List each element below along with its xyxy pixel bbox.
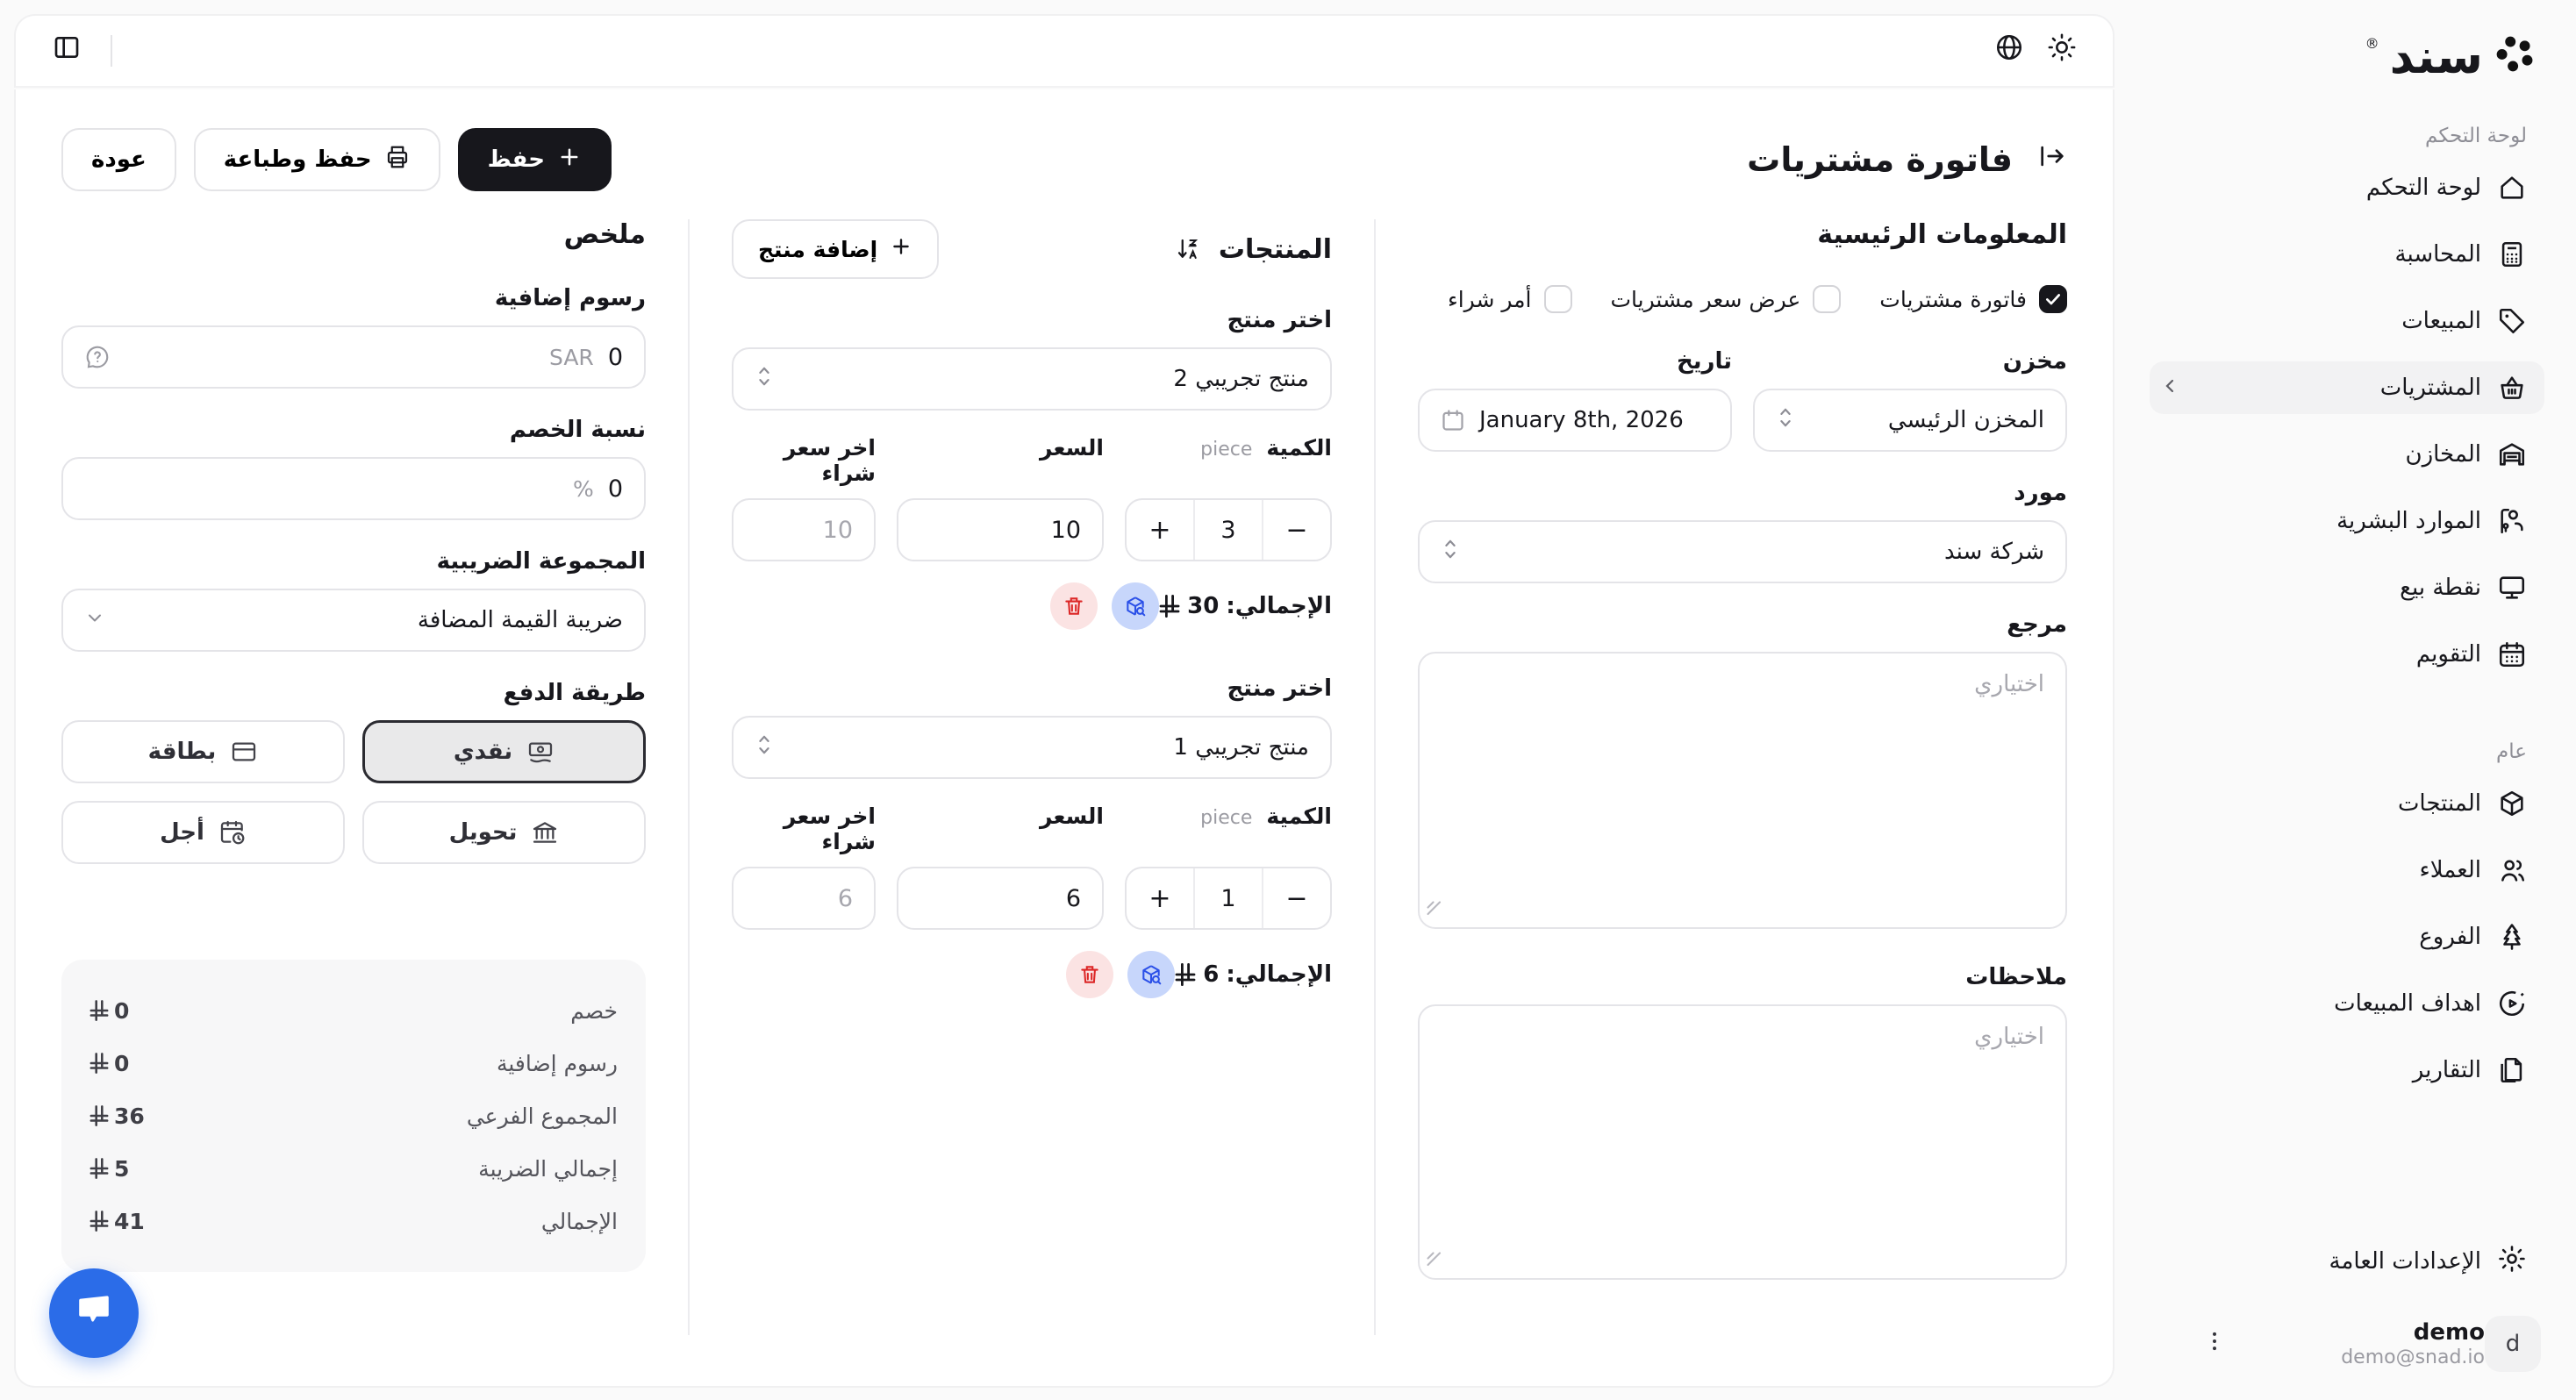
saudi-riyal-icon [1175,962,1196,987]
calendar-clock-icon [218,818,247,846]
qty-label: الكمية [1266,435,1332,461]
sidebar-item-label: المحاسبة [2394,241,2481,268]
product-name: منتج تجريبي 2 [1173,366,1309,392]
sidebar-item-label: العملاء [2419,857,2481,883]
report-doc-icon [2497,1055,2527,1085]
saudi-riyal-icon [89,1104,109,1127]
price-input[interactable] [897,867,1104,930]
warehouse-icon [2497,439,2527,469]
checkbox-checked-icon[interactable] [2039,285,2067,313]
price-input[interactable] [897,498,1104,561]
sidebar-item-sales[interactable] [2150,295,2544,347]
printer-icon [384,144,411,176]
invoice-type-checkboxes [1418,285,2067,313]
chevrons-updown-icon [1441,538,1460,567]
payment-label: أجل [160,819,204,846]
tax-group-label: المجموعة الضريبية [436,548,646,575]
page-header [61,128,2067,191]
warehouse-label: مخزن [2002,348,2067,375]
qty-increase-button[interactable] [1127,500,1193,560]
nav-section-label: لوحة التحكم [2425,125,2527,147]
total-row-extra-fees [89,1037,618,1089]
monitor-icon [2497,573,2527,603]
supplier-label: مورد [2014,480,2067,506]
sidebar [2129,0,2576,1400]
user-name: demo [2413,1318,2485,1346]
date-picker-field[interactable] [1418,389,1732,452]
reference-label: مرجع [2007,611,2067,638]
checkbox-label: أمر شراء [1447,286,1532,312]
user-email: demo@snad.io [2341,1346,2485,1369]
warehouse-value: المخزن الرئيسي [1887,407,2044,433]
logo-registered-mark: ® [2365,34,2379,52]
payment-label: تحويل [448,819,518,846]
last-price-value: 10 [822,516,853,544]
price-value: 10 [1050,516,1081,544]
totals-card [61,960,646,1272]
sidebar-item-label: المشتريات [2379,375,2481,401]
checkbox-purchase-order[interactable] [1448,285,1572,313]
theme-toggle-button[interactable] [2036,25,2088,77]
save-print-label: حفظ وطباعة [223,146,372,173]
back-label: عودة [91,146,147,173]
page-title: فاتورة مشتريات [1747,140,2013,179]
calculator-icon [2497,239,2527,269]
row-total-value: 30 [1187,593,1220,619]
unit-label: piece [1200,807,1253,829]
checkbox-label: عرض سعر مشتريات [1610,286,1801,312]
payment-cash-button[interactable] [362,720,646,783]
extra-fees-label: رسوم إضافية [494,285,646,311]
last-price-label: اخر سعر شراء [783,804,876,854]
total-row-grand-total [89,1195,618,1247]
total-value: 36 [114,1103,145,1129]
discount-suffix: % [573,475,594,502]
extra-fees-value: 0 [607,343,623,371]
total-row-tax [89,1142,618,1195]
sidebar-item-calendar[interactable] [2150,628,2544,681]
sidebar-item-label: اهداف المبيعات [2334,990,2481,1017]
qty-label: الكمية [1266,804,1332,829]
total-label: إجمالي الضريبة [478,1155,618,1182]
tree-icon [2497,922,2527,952]
sidebar-item-label: لوحة التحكم [2365,175,2481,201]
home-icon [2497,173,2527,203]
qty-increase-button[interactable] [1127,868,1193,928]
settings-label: الإعدادات العامة [2329,1248,2481,1275]
date-label: تاريخ [1677,348,1732,375]
last-price-value: 6 [837,884,853,912]
discount-value: 0 [607,475,623,503]
price-value: 6 [1065,884,1081,912]
sidebar-item-label: التقويم [2415,641,2481,668]
checkbox-purchase-invoice[interactable] [1879,285,2067,313]
sidebar-toggle-button[interactable] [40,25,93,77]
sidebar-item-branches[interactable] [2150,911,2544,963]
brand-logo[interactable] [2150,25,2544,82]
chevrons-updown-icon [1776,406,1795,435]
chat-widget-button[interactable] [49,1268,139,1358]
chat-bubble-icon [73,1289,115,1338]
total-value: 0 [114,1050,130,1076]
extra-fees-input[interactable] [61,325,646,389]
chevron-down-icon [84,607,105,634]
basket-icon [2497,373,2527,403]
product-select[interactable] [732,716,1332,779]
last-price-input[interactable] [732,867,876,930]
stock-search-button[interactable] [1112,582,1159,630]
quantity-stepper [1125,867,1332,930]
qty-decrease-button[interactable] [1263,868,1330,928]
logo-flower-icon [2494,32,2537,82]
saudi-riyal-icon [89,999,109,1022]
total-label: رسوم إضافية [496,1050,618,1076]
products-title: المنتجات [1218,233,1332,265]
sidebar-item-hr[interactable] [2150,495,2544,547]
plus-glyph: + [1148,514,1171,546]
plus-glyph: + [1148,882,1171,914]
payment-methods [61,720,646,864]
sidebar-item-warehouses[interactable] [2150,428,2544,481]
sidebar-item-label: المبيعات [2401,308,2481,334]
tax-group-select[interactable] [61,589,646,652]
chevron-left-icon [2160,375,2181,403]
tag-icon [2497,306,2527,336]
payment-transfer-button[interactable] [362,801,646,864]
plus-icon [890,235,912,263]
sidebar-item-label: التقارير [2412,1057,2481,1083]
sidebar-item-settings[interactable] [2150,1235,2544,1288]
qty-value[interactable]: 3 [1193,500,1263,560]
total-value: 5 [114,1155,130,1182]
product-name: منتج تجريبي 1 [1173,734,1309,761]
sidebar-item-label: المخازن [2405,441,2481,468]
sidebar-item-label: الفروع [2419,924,2481,950]
sun-icon [2047,32,2077,69]
sort-az-icon[interactable] [1175,236,1201,262]
total-row-discount [89,984,618,1037]
chevrons-updown-icon [755,365,774,394]
row-total-value: 6 [1203,961,1220,988]
checkbox-label: فاتورة مشتريات [1879,286,2027,312]
notes-label: ملاحظات [1965,964,2067,990]
minus-glyph: − [1285,514,1308,546]
product-row [732,675,1332,998]
target-chart-icon [2497,989,2527,1018]
back-button[interactable] [61,128,176,191]
notes-textarea[interactable] [1418,1004,2067,1280]
avatar: d [2485,1316,2541,1372]
sidebar-item-reports[interactable] [2150,1044,2544,1096]
saudi-riyal-icon [1159,594,1180,618]
warehouse-select[interactable] [1753,389,2067,452]
row-total-label: الإجمالي: [1226,961,1332,988]
language-button[interactable] [1983,25,2036,77]
globe-icon [1994,32,2024,69]
help-icon[interactable] [84,344,111,370]
price-label: السعر [1039,804,1104,829]
tax-group-value: ضريبة القيمة المضافة [417,607,623,633]
payment-label: نقدي [453,739,513,765]
logo-text: سند [2389,29,2483,84]
calendar-icon [1441,408,1465,432]
summary-title: ملخص [563,219,646,250]
minus-glyph: − [1285,882,1308,914]
product-select[interactable] [732,347,1332,411]
qty-value[interactable]: 1 [1193,868,1263,928]
users-icon [2497,855,2527,885]
panel-toggle-icon [53,33,81,68]
chevrons-updown-icon [755,733,774,762]
last-price-label: اخر سعر شراء [783,435,876,486]
plus-icon [557,145,582,175]
sidebar-item-label: نقطة بيع [2400,575,2481,601]
collapse-panel-icon[interactable] [2037,141,2067,178]
calendar-icon [2497,639,2527,669]
total-value: 41 [114,1208,145,1234]
main-info-title: المعلومات الرئيسية [1817,219,2067,250]
total-value: 0 [114,997,130,1024]
cash-icon [526,738,555,766]
dots-vertical-icon[interactable] [2202,1329,2227,1360]
delete-product-button[interactable] [1050,582,1098,630]
bank-icon [531,818,559,846]
stock-search-button[interactable] [1127,951,1175,998]
sidebar-item-purchases[interactable] [2150,361,2544,414]
save-label: حفظ [487,146,545,173]
unit-label: piece [1200,439,1253,461]
total-label: المجموع الفرعي [466,1103,618,1129]
extra-fees-suffix: SAR [549,344,594,370]
gear-icon [2497,1244,2527,1280]
credit-card-icon [230,738,258,766]
total-label: الإجمالي [540,1208,618,1234]
add-product-label: إضافة منتج [758,236,878,262]
checkbox-unchecked-icon[interactable] [1813,285,1841,313]
qty-decrease-button[interactable] [1263,500,1330,560]
last-price-input[interactable] [732,498,876,561]
nav-section-label: عام [2496,740,2527,763]
saudi-riyal-icon [89,1157,109,1180]
sidebar-item-sales-targets[interactable] [2150,977,2544,1030]
hr-person-icon [2497,506,2527,536]
supplier-select[interactable] [1418,520,2067,583]
saudi-riyal-icon [89,1052,109,1075]
total-label: خصم [570,997,618,1024]
save-button[interactable] [458,128,612,191]
quantity-stepper [1125,498,1332,561]
choose-product-label: اختر منتج [1227,675,1332,702]
reference-textarea[interactable] [1418,652,2067,929]
sidebar-item-customers[interactable] [2150,844,2544,896]
price-label: السعر [1039,435,1104,461]
discount-label: نسبة الخصم [509,417,646,443]
checkbox-unchecked-icon[interactable] [1544,285,1572,313]
summary-section [61,219,688,1335]
sidebar-item-dashboard[interactable] [2150,161,2544,214]
payment-label: بطاقة [147,739,217,765]
sidebar-item-label: الموارد البشرية [2336,508,2481,534]
user-account[interactable] [2150,1316,2544,1372]
products-section [688,219,1376,1335]
product-row [732,307,1332,630]
delete-product-button[interactable] [1066,951,1113,998]
add-product-button[interactable] [732,219,939,279]
checkbox-purchase-quote[interactable] [1611,285,1842,313]
main-content [14,89,2114,1388]
supplier-value: شركة سند [1944,539,2044,565]
save-print-button[interactable] [194,128,440,191]
sidebar-item-accounting[interactable] [2150,228,2544,281]
sidebar-item-pos[interactable] [2150,561,2544,614]
date-value: January 8th, 2026 [1479,407,1684,433]
saudi-riyal-icon [89,1210,109,1232]
box-icon [2497,789,2527,818]
discount-input[interactable] [61,457,646,520]
payment-card-button[interactable] [61,720,345,783]
total-row-subtotal [89,1089,618,1142]
sidebar-item-products[interactable] [2150,777,2544,830]
top-bar [14,14,2114,88]
payment-method-label: طريقة الدفع [503,680,646,706]
sidebar-item-label: المنتجات [2397,790,2481,817]
row-total-label: الإجمالي: [1226,593,1332,619]
topbar-divider [111,35,112,67]
payment-credit-term-button[interactable] [61,801,345,864]
main-info-section [1376,219,2067,1335]
choose-product-label: اختر منتج [1227,307,1332,333]
